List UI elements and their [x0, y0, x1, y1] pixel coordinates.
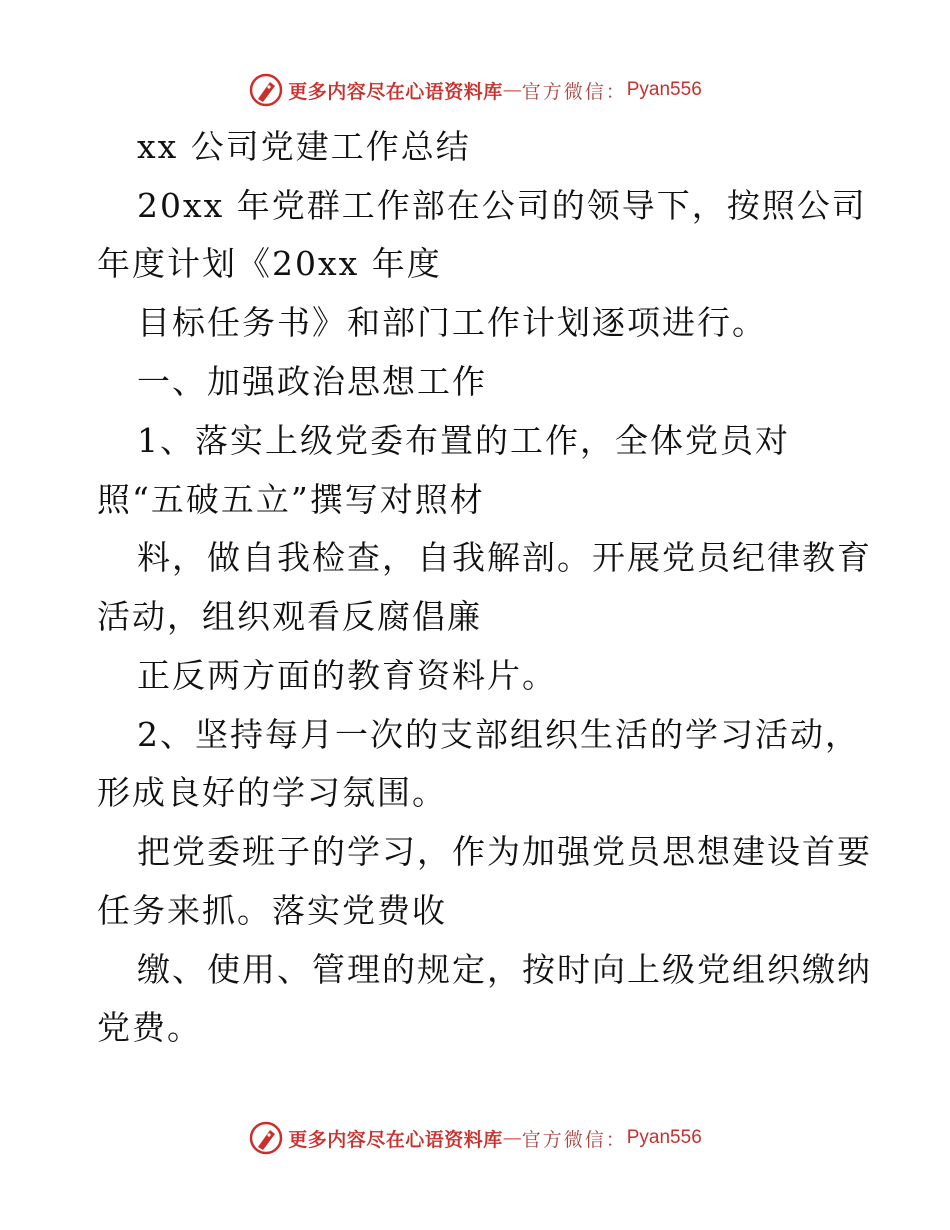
doc-line: 2、坚持每月一次的支部组织生活的学习活动， [137, 715, 860, 754]
doc-line: 形成良好的学习氛围。 [97, 773, 447, 812]
banner-dash: — [502, 79, 522, 101]
footer-banner [0, 1118, 950, 1158]
banner-wechat-label: 官方微信： [521, 1128, 627, 1151]
pen-nib-icon [248, 72, 284, 108]
doc-line: 任务来抓。落实党费收 [97, 891, 447, 930]
doc-line: 把党委班子的学习，作为加强党员思想建设首要 [137, 832, 872, 871]
banner-main-text: 更多内容尽在心语资料库 [288, 80, 503, 103]
doc-line: 照“五破五立”撰写对照材 [97, 480, 485, 519]
doc-line: 目标任务书》和部门工作计划逐项进行。 [137, 303, 767, 342]
doc-line: 年度计划《20xx 年度 [97, 244, 442, 283]
doc-line: 20xx 年党群工作部在公司的领导下，按照公司 [137, 186, 867, 225]
doc-title: xx 公司党建工作总结 [137, 127, 471, 166]
banner-dash: — [502, 1127, 522, 1149]
banner-main-text: 更多内容尽在心语资料库 [288, 1128, 503, 1151]
doc-line: 缴、使用、管理的规定，按时向上级党组织缴纳 [137, 950, 872, 989]
header-banner [0, 70, 950, 110]
pen-nib-icon [248, 1120, 284, 1156]
banner-wechat-label: 官方微信： [521, 80, 627, 103]
doc-line: 1、落实上级党委布置的工作，全体党员对 [137, 421, 790, 460]
doc-line: 活动，组织观看反腐倡廉 [97, 597, 482, 636]
doc-line: 正反两方面的教育资料片。 [137, 656, 557, 695]
banner-wechat-id: Pyan556 [626, 79, 702, 100]
doc-line: 党费。 [97, 1008, 202, 1047]
doc-line: 料，做自我检查，自我解剖。开展党员纪律教育 [137, 538, 872, 577]
banner-wechat-id: Pyan556 [626, 1127, 702, 1148]
section-heading: 一、加强政治思想工作 [137, 362, 487, 401]
